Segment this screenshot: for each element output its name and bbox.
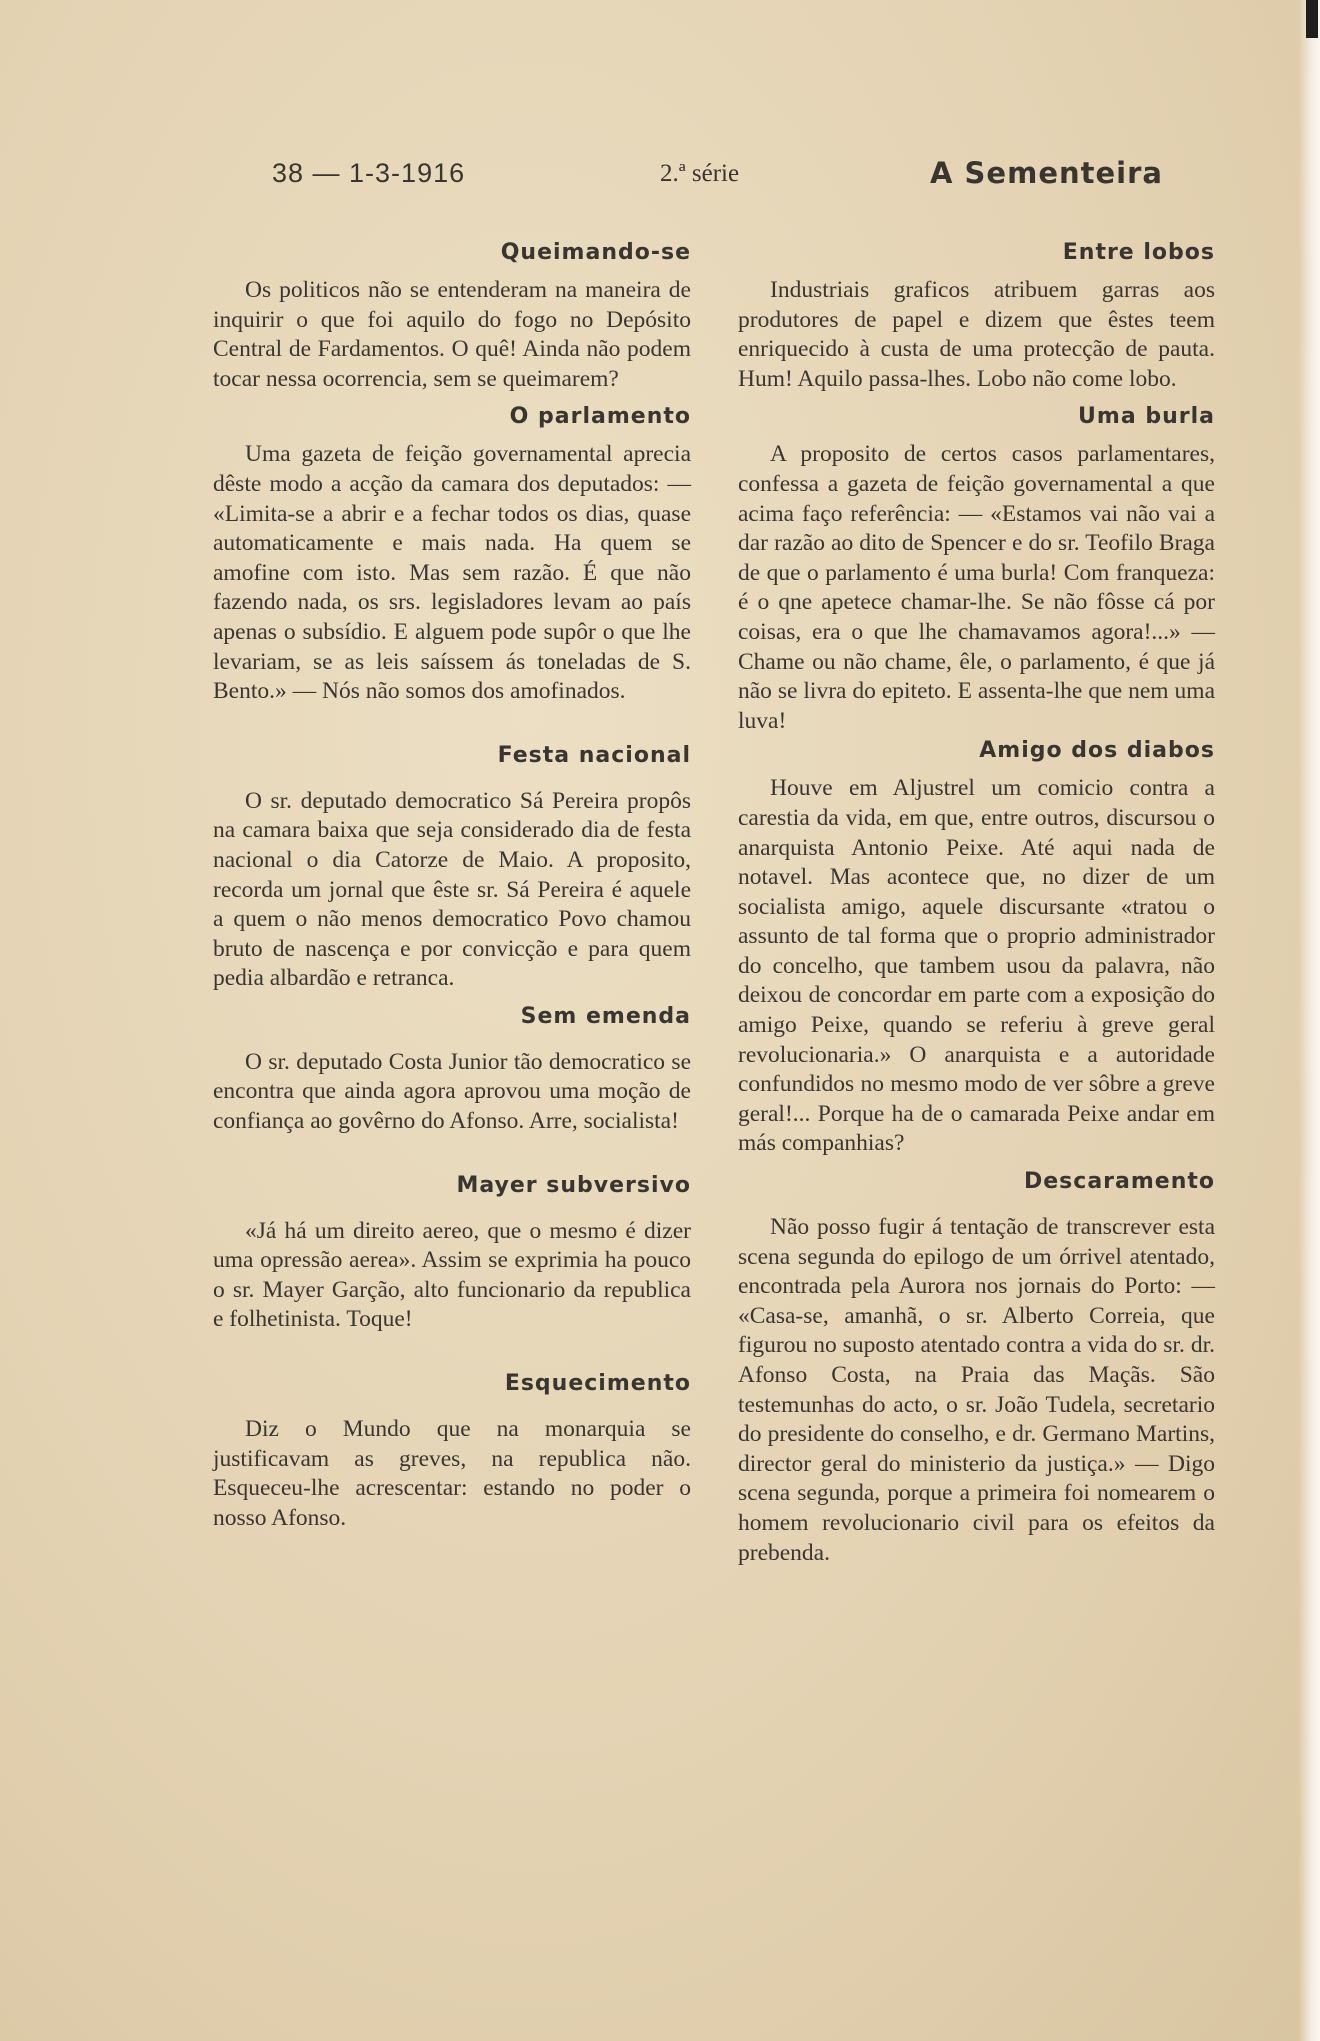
article-body: Houve em Aljustrel um comicio contra a carestia da vida, em que, entre outros, discursou o anarquista Antonio Peixe. Até aqui nada de notavel. Mas acontece que, no dizer de um socialista amigo, aquele discursante «tratou o assunto de tal forma que o proprio administrador do concelho, que tambem usou da palavra, não deixou de concordar em parte com a exposição do amigo Peixe, quando se referiu à greve geral revolucionaria.» O anarquista e a autoridade confundidos no mesmo modo de ver sôbre a greve geral!... Porque ha de o camarada Peixe andar em más companhias? (738, 775, 1215, 1157)
article (213, 741, 691, 994)
article-body: Não posso fugir á tentação de transcrever esta scena segunda do epilogo de um órrivel atentado, encontrada pela Aurora nos jornais do Porto: — «Casa-se, amanhã, o sr. Alberto Correia, que figurou no suposto atentado contra a vida do sr. dr. Afonso Costa, na Praia das Maçãs. São testemunhas do acto, o sr. João Tudela, secretario do presidente do conselho, e dr. Germano Martins, director geral do ministerio da justiça.» — Digo scena segunda, porque a primeira foi nomearem o homem revolucionario civil para os efeitos da prebenda. (738, 1214, 1215, 1566)
issue-date: 38 — 1-3-1916 (272, 158, 466, 188)
article (213, 238, 691, 394)
article-heading: Sem emenda (520, 1003, 691, 1029)
article-body: O sr. deputado democratico Sá Pereira propôs na camara baixa que seja considerado dia de festa nacional o dia Catorze de Maio. A proposito, recorda um jornal que êste sr. Sá Pereira é aquele a quem o não menos democratico Povo chamou bruto de nascença e por convicção e para quem pedia albardão e retranca. (213, 787, 691, 992)
article-heading: Entre lobos (1062, 240, 1215, 265)
article (738, 402, 1215, 736)
series-label: 2.ª série (660, 160, 740, 187)
article-heading: Queimando-se (500, 240, 691, 265)
article (738, 238, 1215, 394)
edge-mark (1306, 0, 1318, 38)
article-body: Os politicos não se entenderam na maneira de inquirir o que foi aquilo do fogo no Depósito Central de Fardamentos. O quê! Ainda não podem tocar nessa ocorrencia, sem se queimarem? (213, 277, 691, 392)
journal-title: A Sementeira (930, 156, 1163, 190)
article (213, 402, 691, 706)
article (738, 736, 1215, 1159)
article-body: A proposito de certos casos parlamentares, confessa a gazeta de feição governamental a que acima faço referência: — «Estamos vai não vai a dar razão ao dito de Spencer e do sr. Teofilo Braga de que o parlamento é uma burla! Com franqueza: é o qne apetece chamar-lhe. Se não fôsse cá por coisas, era o que lhe chamavamos agora!...» — Chame ou não chame, êle, o parlamento, é que já não se livra do epiteto. E assenta-lhe que nem uma luva! (738, 441, 1215, 734)
article (213, 1369, 691, 1533)
article-heading: Descaramento (1024, 1169, 1215, 1195)
article-body: Diz o Mundo que na monarquia se justificavam as greves, na republica não. Esqueceu-lhe acrescentar: estando no poder o nosso Afonso. (213, 1416, 691, 1531)
article (738, 1167, 1215, 1568)
article-heading: Amigo dos diabos (979, 738, 1215, 764)
page-edge (1298, 0, 1320, 2041)
article-heading: Mayer subversivo (456, 1172, 691, 1198)
article-body: «Já há um direito aereo, que o mesmo é dizer uma opressão aerea». Assim se exprimia ha pouco o sr. Mayer Garção, alto funcionario da republica e folhetinista. Toque! (213, 1217, 691, 1333)
article (213, 1171, 691, 1335)
article-body: O sr. deputado Costa Junior tão democratico se encontra que ainda agora aprovou uma moção de confiança ao govêrno do Afonso. Arre, socialista! (213, 1048, 691, 1135)
article-body: Industriais graficos atribuem garras aos produtores de papel e dizem que êstes teem enriquecido à custa de uma protecção de pauta. Hum! Aquilo passa-lhes. Lobo não come lobo. (738, 277, 1215, 392)
article-body: Uma gazeta de feição governamental aprecia dêste modo a acção da camara dos deputados: — «Limita-se a abrir e a fechar todos os dias, quase automaticamente e mais nada. Ha quem se amofine com isto. Mas sem razão. É que não fazendo nada, os srs. legisladores levam ao país apenas o subsídio. E alguem pode supôr o que lhe levariam, se as leis saíssem ás toneladas de S. Bento.» — Nós não somos dos amofinados. (213, 441, 691, 705)
article-heading: Festa nacional (497, 742, 691, 768)
article-heading: Uma burla (1078, 404, 1215, 430)
right-column (738, 238, 1215, 1568)
left-column (213, 238, 691, 1533)
article-heading: O parlamento (509, 404, 691, 430)
page-header (0, 158, 1320, 198)
article (213, 1002, 691, 1137)
article-heading: Esquecimento (504, 1371, 691, 1397)
